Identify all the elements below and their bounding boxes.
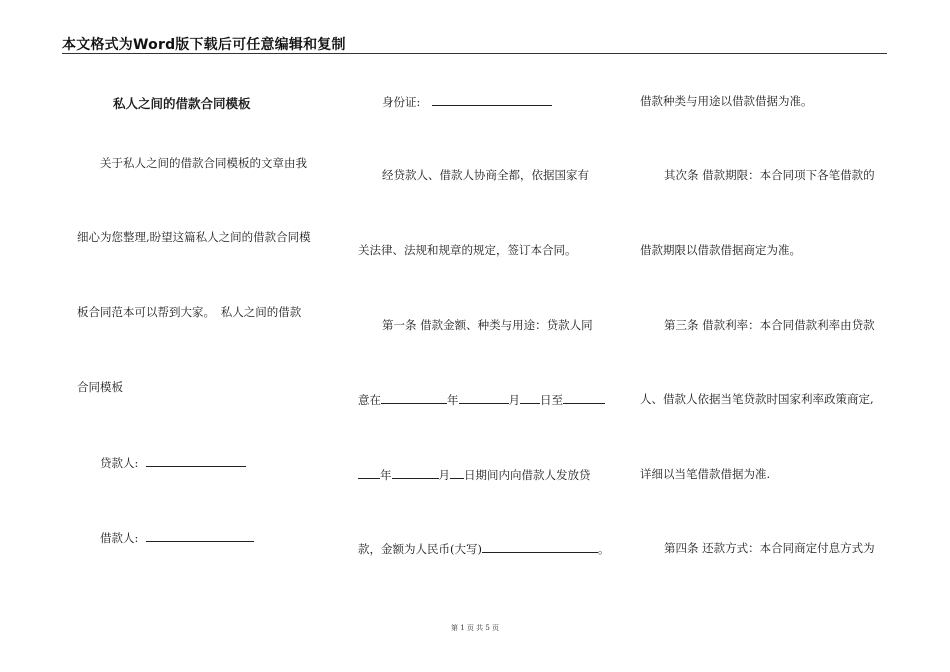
- page-number: 第 1 页 共 5 页: [450, 624, 500, 632]
- col2-article-1-line-2: [358, 392, 605, 407]
- id-card-blank-line: [432, 94, 552, 106]
- end-year-blank-part: [563, 392, 605, 404]
- start-day-unit: 日至: [540, 393, 563, 407]
- end-year-unit: 年: [380, 468, 392, 482]
- id-card-field: [382, 94, 552, 109]
- id-card-label: 身份证:: [382, 95, 421, 109]
- col1-paragraph-line-2: 细心为您整理,盼望这篇私人之间的借款合同模: [77, 230, 311, 244]
- amount-prefix: 款，金额为人民币(大写): [358, 542, 482, 556]
- col1-paragraph-line-3: 板合同范本可以帮到大家。 私人之间的借款: [77, 305, 302, 319]
- col3-paragraph-line-1: 借款种类与用途以借款借据为准。: [640, 94, 813, 108]
- borrower-label: 借款人:: [100, 531, 139, 545]
- col2-paragraph-line-2: 关法律、法规和规章的规定，签订本合同。: [358, 243, 577, 257]
- lender-blank-line: [146, 455, 246, 467]
- end-day-blank: [450, 467, 464, 479]
- col3-article-2-line-2: 借款期限以借款借据商定为准。: [640, 243, 801, 257]
- lender-label: 贷款人:: [100, 456, 139, 470]
- col3-article-2-line-1: 其次条 借款期限：本合同项下各笔借款的: [664, 168, 875, 182]
- loan-start-prefix: 意在: [358, 393, 381, 407]
- end-month-unit: 月: [438, 468, 450, 482]
- amount-blank: [482, 541, 598, 553]
- page-header-title: 本文格式为Word版下载后可任意编辑和复制: [62, 37, 346, 53]
- start-year-blank: [381, 392, 447, 404]
- col3-article-3-line-3: 详细以当笔借款借据为准.: [640, 467, 771, 481]
- col1-paragraph-line-4: 合同模板: [77, 380, 123, 394]
- col2-paragraph-line-1: 经贷款人、借款人协商全都，依据国家有: [382, 168, 589, 182]
- col3-article-3-line-2: 人、借款人依据当笔贷款时国家利率政策商定,: [640, 392, 874, 406]
- amount-suffix: 。: [597, 542, 610, 556]
- end-month-blank: [392, 467, 439, 479]
- start-month-blank: [459, 392, 509, 404]
- loan-period-text: 日期间内向借款人发放贷: [464, 468, 591, 482]
- col2-article-1-line-1: 第一条 借款金额、种类与用途：贷款人同: [382, 318, 593, 332]
- col3-article-4-line-1: 第四条 还款方式：本合同商定付息方式为: [664, 541, 875, 555]
- start-day-blank: [520, 392, 540, 404]
- document-title: 私人之间的借款合同模板: [113, 96, 251, 111]
- header-divider: [62, 53, 887, 54]
- start-month-unit: 月: [508, 393, 520, 407]
- borrower-field: [100, 530, 254, 545]
- col1-paragraph-line-1: 关于私人之间的借款合同模板的文章由我: [100, 156, 307, 170]
- borrower-blank-line: [146, 530, 254, 542]
- col3-article-3-line-1: 第三条 借款利率：本合同借款利率由贷款: [664, 318, 875, 332]
- col2-article-1-line-3: [358, 467, 591, 482]
- lender-field: [100, 455, 246, 470]
- end-year-blank: [358, 467, 380, 479]
- col2-article-1-line-4: [358, 541, 609, 556]
- start-year-unit: 年: [447, 393, 459, 407]
